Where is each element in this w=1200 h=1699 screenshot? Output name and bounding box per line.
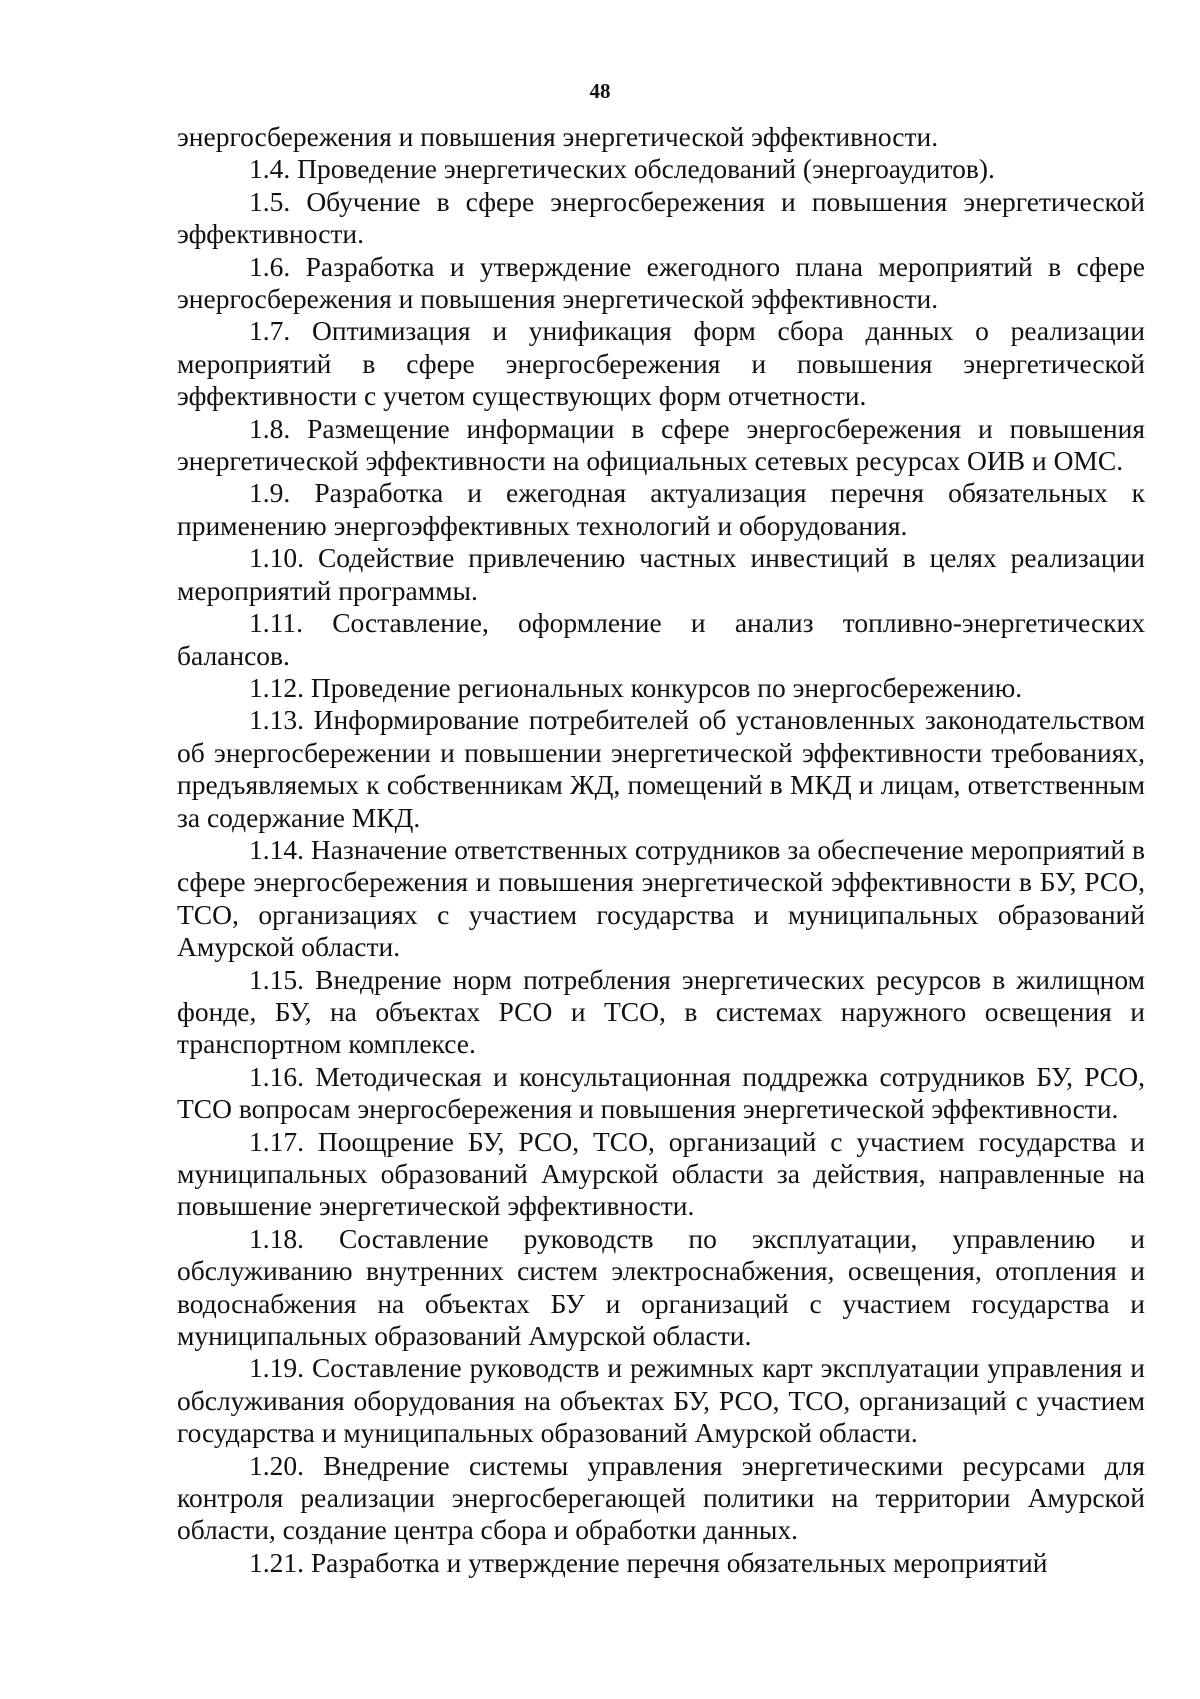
paragraph: 1.16. Методическая и консультационная поддрежка сотрудников БУ, РСО, ТСО вопросам энергосбережения и повышения энергетической эффективности. (177, 1060, 1145, 1125)
paragraph: 1.10. Содействие привлечению частных инвестиций в целях реализации мероприятий программы. (177, 542, 1145, 606)
paragraph: 1.12. Проведение региональных конкурсов по энергосбережению. (249, 671, 1023, 703)
paragraph: 1.15. Внедрение норм потребления энергетических ресурсов в жилищном фонде, БУ, на объектах РСО и ТСО, в системах наружного освещения и транспортном комплексе. (177, 963, 1145, 1060)
paragraph: 1.11. Составление, оформление и анализ топливно-энергетических балансов. (177, 607, 1145, 671)
paragraph: 1.8. Размещение информации в сфере энергосбережения и повышения энергетической эффективности на официальных сетевых ресурсах ОИВ и ОМС. (177, 412, 1145, 477)
paragraph: 1.13. Информирование потребителей об установленных законодательством об энергосбережении и повышении энергетической эффективности требованиях, предъявляемых к собственникам ЖД, помещений в МКД и лицам, ответственным за содержание МКД. (177, 704, 1145, 833)
paragraph: 1.14. Назначение ответственных сотрудников за обеспечение мероприятий в сфере энергосбережения и повышения энергетической эффективности в БУ, РСО, ТСО, организациях с участием государства и муниципальных образований Амурской области. (177, 833, 1145, 963)
paragraph: 1.19. Составление руководств и режимных карт эксплуатации управления и обслуживания оборудования на объектах БУ, РСО, ТСО, организаций с участием государства и муниципальных образований Амурской области. (177, 1352, 1145, 1449)
paragraph: энергосбережения и повышения энергетической эффективности. (177, 121, 939, 152)
paragraph: 1.4. Проведение энергетических обследований (энергоаудитов). (249, 153, 995, 185)
paragraph: 1.20. Внедрение системы управления энергетическими ресурсами для контроля реализации энергосберегающей политики на территории Амурской области, создание центра сбора и обработки данных. (177, 1449, 1145, 1546)
paragraph: 1.7. Оптимизация и унификация форм сбора данных о реализации мероприятий в сфере энергосбережения и повышения энергетической эффективности с учетом существующих форм отчетности. (177, 315, 1145, 412)
page-number: 48 (589, 79, 611, 103)
paragraph: 1.6. Разработка и утверждение ежегодного плана мероприятий в сфере энергосбережения и повышения энергетической эффективности. (177, 250, 1145, 315)
paragraph: 1.5. Обучение в сфере энергосбережения и повышения энергетической эффективности. (177, 185, 1145, 250)
paragraph: 1.9. Разработка и ежегодная актуализация перечня обязательных к применению энергоэффективных технологий и оборудования. (177, 477, 1145, 541)
document-body (177, 121, 1145, 1579)
paragraph: 1.17. Поощрение БУ, РСО, ТСО, организаций с участием государства и муниципальных образований Амурской области за действия, направленные на повышение энергетической эффективности. (177, 1125, 1145, 1222)
paragraph: 1.21. Разработка и утверждение перечня обязательных мероприятий (249, 1546, 1048, 1578)
paragraph: 1.18. Составление руководств по эксплуатации, управлению и обслуживанию внутренних систем электроснабжения, освещения, отопления и водоснабжения на объектах БУ и организаций с участием государства и муниципальных образований Амурской области. (177, 1222, 1145, 1352)
